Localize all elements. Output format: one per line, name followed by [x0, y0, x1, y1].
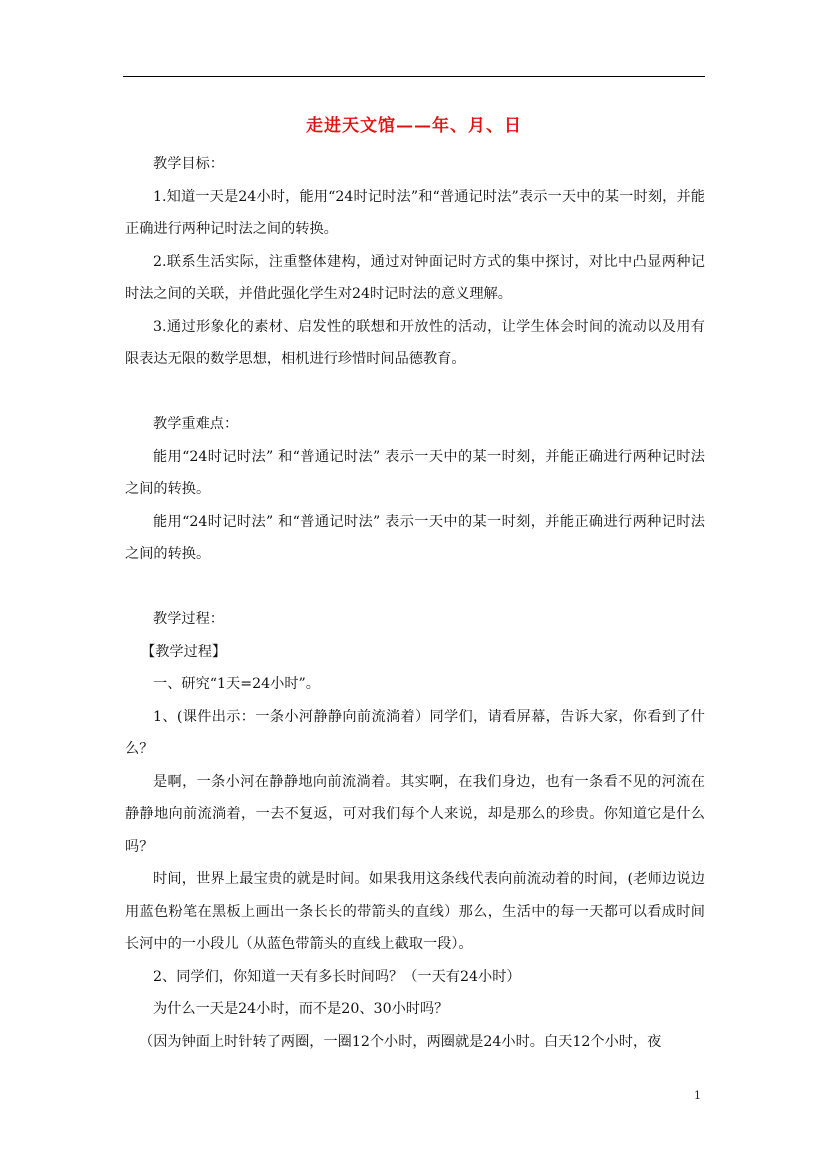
header-rule	[123, 76, 705, 77]
paragraph-1: 是啊，一条小河在静静地向前流淌着。其实啊，在我们身边，也有一条看不见的河流在静静地向前流淌着，一去不复返，可对我们每个人来说，却是那么的珍贵。你知道它是什么吗？	[125, 773, 705, 855]
spacer	[125, 571, 705, 604]
process-heading: 教学过程：	[153, 611, 224, 627]
answer: （因为钟面上时针转了两圈，一圈12个小时，两圈就是24小时。白天12个小时，夜	[139, 1033, 662, 1050]
step-1: 1、(课件出示：一条小河静静向前流淌着）同学们，请看屏幕，告诉大家，你看到了什么？	[125, 708, 705, 757]
key-heading: 教学重难点：	[153, 416, 239, 432]
section-1-heading: 一、研究“1天=24小时”。	[153, 676, 320, 692]
spacer	[125, 376, 705, 409]
step-2: 2、同学们，你知道一天有多长时间吗？（一天有24小时）	[153, 968, 521, 985]
document-title: 走进天文馆——年、月、日	[306, 116, 522, 136]
paragraph-2: 时间，世界上最宝贵的就是时间。如果我用这条线代表向前流动着的时间，(老师边说边用蓝色粉笔在黑板上画出一条长长的带箭头的直线）那么，生活中的每一天都可以看成时间长河中的一小段儿（从蓝色带箭头的直线上截取一段）。	[125, 871, 705, 952]
question: 为什么一天是24小时，而不是20、30小时吗？	[153, 1001, 449, 1017]
process-bracket-heading: 【教学过程】	[141, 643, 227, 660]
page-number: 1	[694, 1089, 701, 1102]
goals-heading: 教学目标：	[153, 156, 224, 172]
goal-3: 3.通过形象化的素材、启发性的联想和开放性的活动，让学生体会时间的流动以及用有限表达无限的数学思想，相机进行珍惜时间品德教育。	[125, 318, 705, 367]
document-body	[125, 148, 705, 1058]
key-point-1: 能用“24时记时法” 和“普通记时法” 表示一天中的某一时刻，并能正确进行两种记时法之间的转换。	[125, 448, 705, 497]
goal-1: 1.知道一天是24小时，能用“24时记时法”和“普通记时法”表示一天中的某一时刻，并能正确进行两种记时法之间的转换。	[125, 188, 705, 237]
goal-2: 2.联系生活实际，注重整体建构，通过对钟面记时方式的集中探讨，对比中凸显两种记时法之间的关联，并借此强化学生对24时记时法的意义理解。	[125, 253, 705, 302]
key-point-2: 能用“24时记时法” 和“普通记时法” 表示一天中的某一时刻，并能正确进行两种记时法之间的转换。	[125, 513, 705, 562]
